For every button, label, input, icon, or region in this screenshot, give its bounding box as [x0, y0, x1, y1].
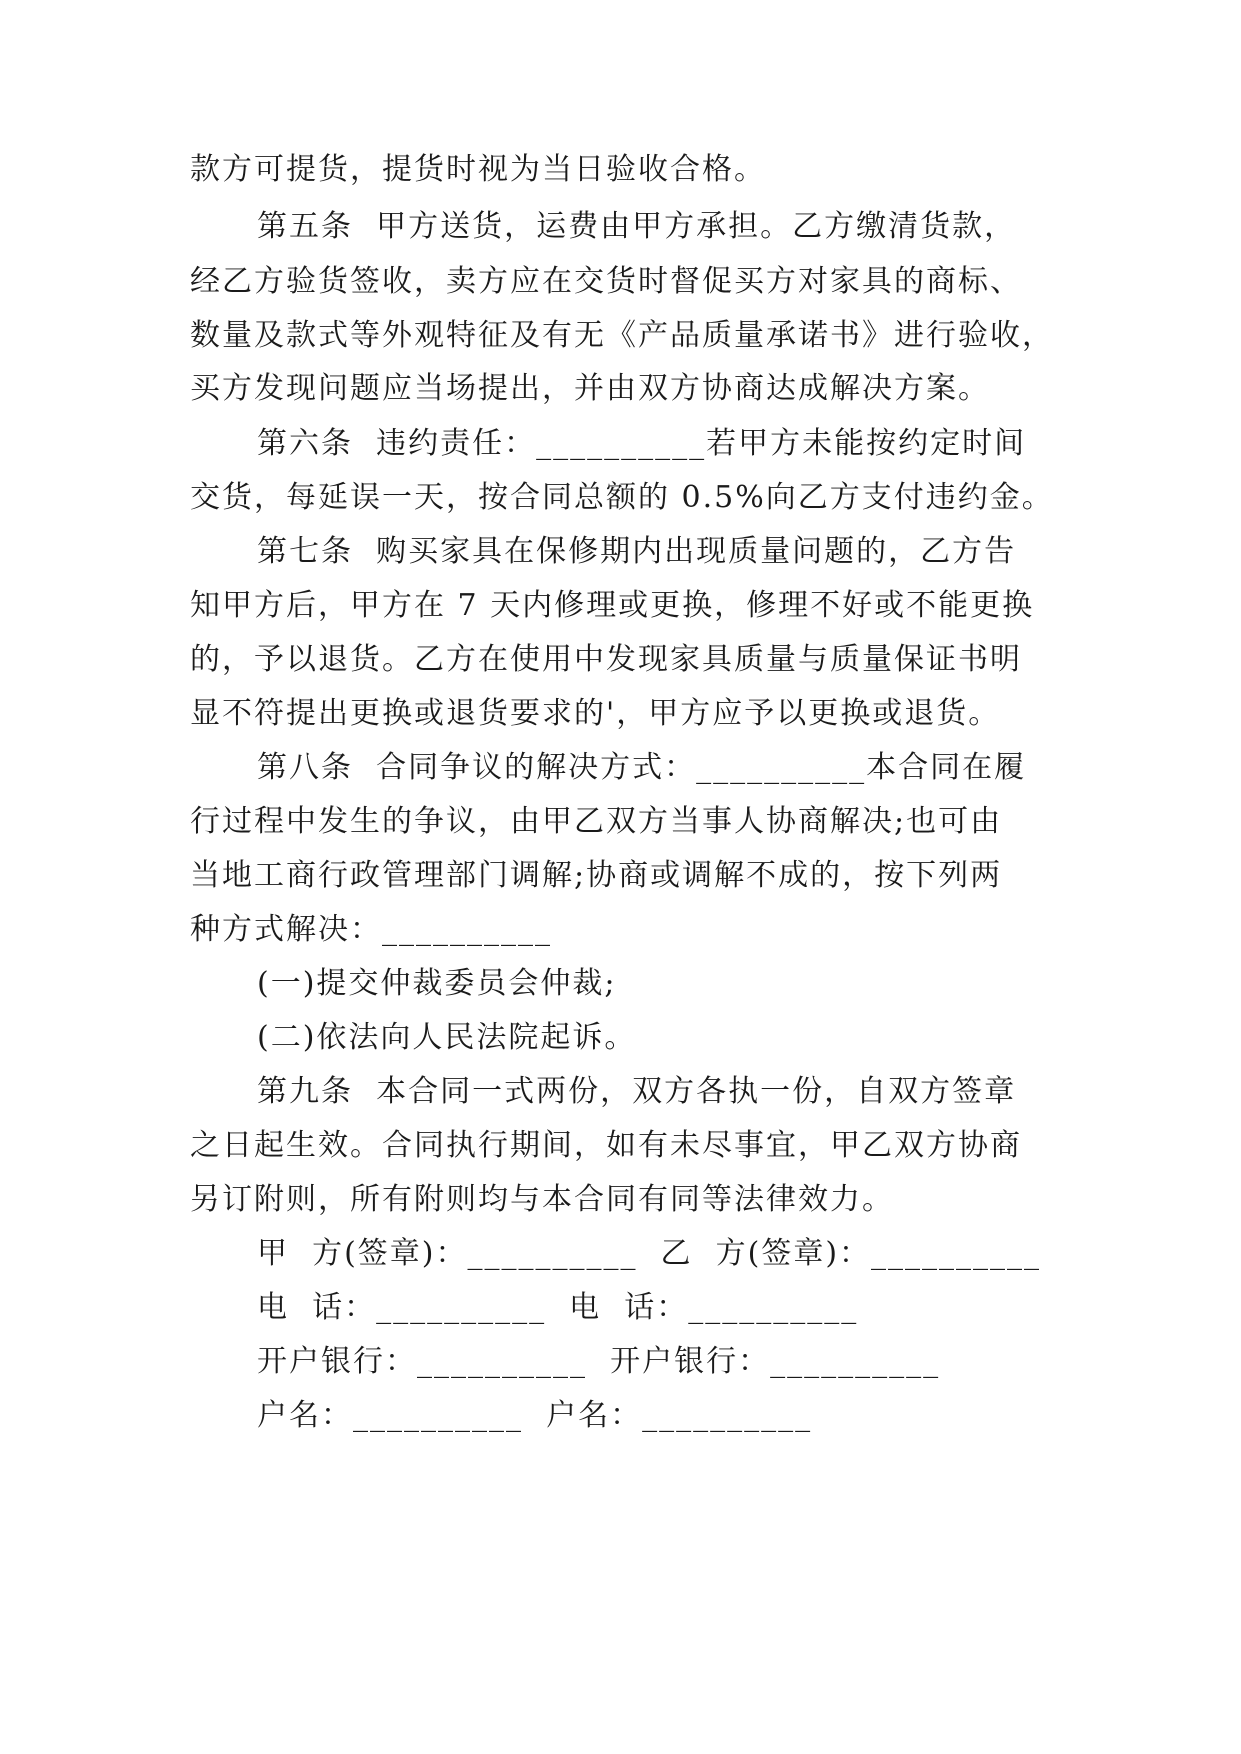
- list-item: (一)提交仲裁委员会仲裁;: [257, 966, 617, 1001]
- paragraph-line: 知甲方后，甲方在 7 天内修理或更换，修理不好或不能更换: [190, 588, 1035, 623]
- article-8-heading-line: 第八条 合同争议的解决方式：__________本合同在履: [257, 750, 1027, 785]
- paragraph-line: 款方可提货，提货时视为当日验收合格。: [190, 152, 766, 187]
- account-name-line: 户名：__________ 户名：__________: [257, 1398, 813, 1433]
- bank-line: 开户银行：__________ 开户银行：__________: [257, 1344, 941, 1379]
- article-9-heading-line: 第九条 本合同一式两份，双方各执一份，自双方签章: [257, 1074, 1017, 1109]
- paragraph-line: 种方式解决：__________: [190, 912, 552, 947]
- paragraph-line: 之日起生效。合同执行期间，如有未尽事宜，甲乙双方协商: [190, 1128, 1022, 1163]
- article-5-heading-line: 第五条 甲方送货，运费由甲方承担。乙方缴清货款，: [257, 209, 1017, 244]
- article-6-heading-line: 第六条 违约责任：__________若甲方未能按约定时间: [257, 426, 1027, 461]
- paragraph-line: 经乙方验货签收，卖方应在交货时督促买方对家具的商标、: [190, 264, 1022, 299]
- paragraph-line: 交货，每延误一天，按合同总额的 0.5%向乙方支付违约金。: [190, 480, 1054, 515]
- paragraph-line: 数量及款式等外观特征及有无《产品质量承诺书》进行验收，: [190, 318, 1054, 353]
- list-item: (二)依法向人民法院起诉。: [257, 1020, 637, 1055]
- paragraph-line: 行过程中发生的争议，由甲乙双方当事人协商解决;也可由: [190, 804, 1003, 839]
- paragraph-line: 另订附则，所有附则均与本合同有同等法律效力。: [190, 1182, 894, 1217]
- paragraph-line: 买方发现问题应当场提出，并由双方协商达成解决方案。: [190, 371, 990, 406]
- paragraph-line: 当地工商行政管理部门调解;协商或调解不成的，按下列两: [190, 858, 1003, 893]
- paragraph-line: 的，予以退货。乙方在使用中发现家具质量与质量保证书明: [190, 642, 1022, 677]
- signature-line: 甲 方(签章)：__________ 乙 方(签章)：__________: [257, 1236, 1042, 1271]
- paragraph-line: 显不符提出更换或退货要求的'，甲方应予以更换或退货。: [190, 696, 1001, 731]
- article-7-heading-line: 第七条 购买家具在保修期内出现质量问题的，乙方告: [257, 534, 1017, 569]
- phone-line: 电 话：__________ 电 话：__________: [257, 1290, 859, 1325]
